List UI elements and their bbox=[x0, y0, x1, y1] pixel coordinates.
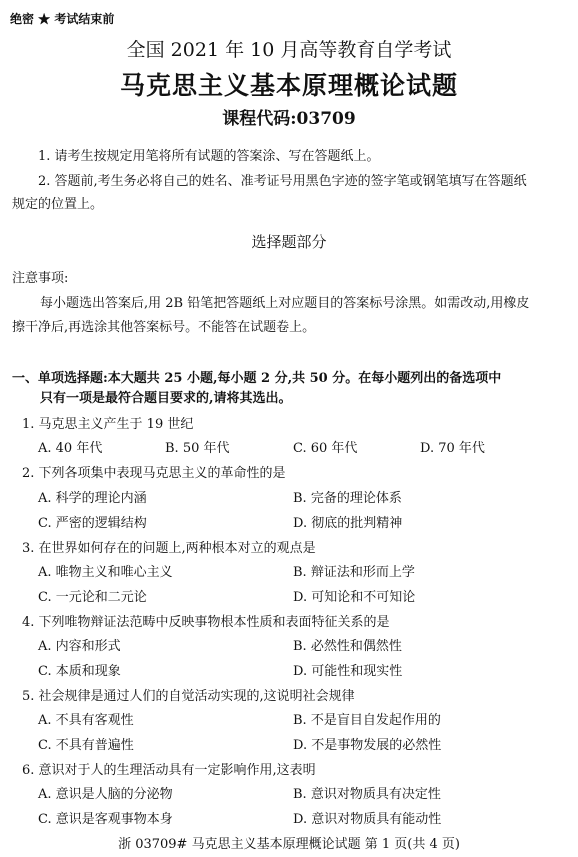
part1-heading-line2: 只有一项是最符合题目要求的,请将其选出。 bbox=[40, 391, 292, 406]
question-3-stem: 3. 在世界如何存在的问题上,两种根本对立的观点是 bbox=[22, 541, 316, 556]
question-1-stem: 1. 马克思主义产生于 19 世纪 bbox=[22, 417, 194, 432]
question-5-option-a: A. 不具有客观性 bbox=[38, 713, 134, 728]
section-heading: 选择题部分 bbox=[251, 233, 327, 251]
subject-title: 马克思主义基本原理概论试题 bbox=[119, 71, 458, 100]
question-4-option-a: A. 内容和形式 bbox=[38, 639, 121, 654]
question-6-option-c: C. 意识是客观事物本身 bbox=[38, 812, 173, 827]
instruction-1: 1. 请考生按规定用笔将所有试题的答案涂、写在答题纸上。 bbox=[38, 149, 380, 164]
question-3-option-d: D. 可知论和不可知论 bbox=[293, 590, 416, 605]
course-code: 课程代码:03709 bbox=[222, 109, 356, 129]
question-5-option-d: D. 不是事物发展的必然性 bbox=[293, 738, 442, 753]
question-2-option-c: C. 严密的逻辑结构 bbox=[38, 516, 147, 531]
question-1-option-d: D. 70 年代 bbox=[420, 441, 485, 456]
question-5-option-b: B. 不是盲目自发起作用的 bbox=[293, 713, 441, 728]
question-6-option-b: B. 意识对物质具有决定性 bbox=[293, 787, 441, 802]
question-3-option-c: C. 一元论和二元论 bbox=[38, 590, 147, 605]
question-6-option-a: A. 意识是人脑的分泌物 bbox=[38, 787, 173, 802]
secret-mark: 绝密 ★ 考试结束前 bbox=[10, 12, 115, 26]
question-3-option-b: B. 辩证法和形而上学 bbox=[293, 565, 415, 580]
question-4-option-c: C. 本质和现象 bbox=[38, 664, 121, 679]
notice-line-2: 擦干净后,再选涂其他答案标号。不能答在试题卷上。 bbox=[12, 320, 316, 335]
question-2-option-d: D. 彻底的批判精神 bbox=[293, 516, 403, 531]
notice-line-1: 每小题选出答案后,用 2B 铅笔把答题纸上对应题目的答案标号涂黑。如需改动,用橡皮 bbox=[40, 296, 530, 311]
exam-title: 全国 2021 年 10 月高等教育自学考试 bbox=[126, 39, 452, 61]
question-2-option-b: B. 完备的理论体系 bbox=[293, 491, 402, 506]
question-6-option-d: D. 意识对物质具有能动性 bbox=[293, 812, 442, 827]
question-2-stem: 2. 下列各项集中表现马克思主义的革命性的是 bbox=[22, 466, 286, 481]
part1-heading-line1: 一、单项选择题:本大题共 25 小题,每小题 2 分,共 50 分。在每小题列出的备选项中 bbox=[12, 371, 502, 386]
page-footer: 浙 03709# 马克思主义基本原理概论试题 第 1 页(共 4 页) bbox=[118, 837, 460, 852]
question-5-option-c: C. 不具有普遍性 bbox=[38, 738, 134, 753]
question-6-stem: 6. 意识对于人的生理活动具有一定影响作用,这表明 bbox=[22, 763, 316, 778]
instruction-2-line1: 2. 答题前,考生务必将自己的姓名、准考证号用黑色字迹的签字笔或钢笔填写在答题纸 bbox=[38, 174, 527, 189]
question-4-option-d: D. 可能性和现实性 bbox=[293, 664, 403, 679]
question-2-option-a: A. 科学的理论内涵 bbox=[38, 491, 147, 506]
question-3-option-a: A. 唯物主义和唯心主义 bbox=[38, 565, 173, 580]
notice-label: 注意事项: bbox=[12, 271, 69, 286]
instruction-2-line2: 规定的位置上。 bbox=[12, 197, 104, 212]
question-4-option-b: B. 必然性和偶然性 bbox=[293, 639, 402, 654]
question-1-option-b: B. 50 年代 bbox=[165, 441, 230, 456]
question-4-stem: 4. 下列唯物辩证法范畴中反映事物根本性质和表面特征关系的是 bbox=[22, 615, 390, 630]
question-1-option-a: A. 40 年代 bbox=[38, 441, 103, 456]
question-1-option-c: C. 60 年代 bbox=[293, 441, 358, 456]
question-5-stem: 5. 社会规律是通过人们的自觉活动实现的,这说明社会规律 bbox=[22, 689, 355, 704]
